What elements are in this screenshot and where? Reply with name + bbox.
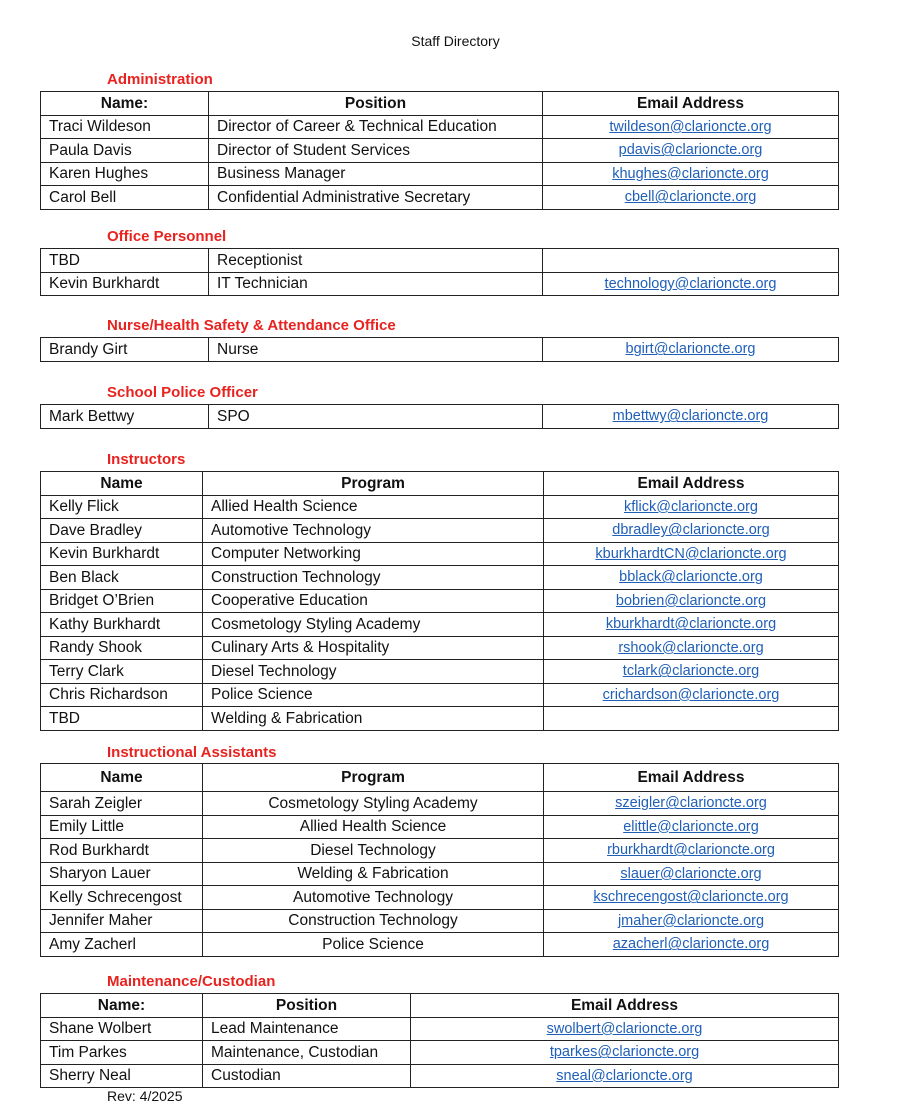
email-cell	[544, 613, 839, 637]
position-cell: Nurse	[209, 338, 543, 362]
position-cell: Allied Health Science	[203, 495, 544, 519]
table-row	[41, 683, 839, 707]
position-cell: Diesel Technology	[203, 660, 544, 684]
revision-date: Rev: 4/2025	[107, 1088, 183, 1104]
email-cell	[544, 636, 839, 660]
email-cell	[544, 839, 839, 863]
email-cell	[544, 660, 839, 684]
position-cell: Police Science	[203, 933, 544, 957]
email-cell	[543, 405, 839, 429]
email-cell	[544, 495, 839, 519]
name-cell: Chris Richardson	[41, 683, 203, 707]
table-row	[41, 636, 839, 660]
email-cell	[411, 1017, 839, 1041]
position-cell: Director of Student Services	[209, 139, 543, 163]
column-header: Position	[209, 92, 543, 116]
email-cell	[544, 886, 839, 910]
position-cell: Confidential Administrative Secretary	[209, 186, 543, 210]
table-row	[41, 249, 839, 273]
email-link[interactable]: elittle@clarioncte.org	[623, 818, 759, 835]
email-link[interactable]: twildeson@clarioncte.org	[609, 118, 772, 135]
section-heading-maintenance: Maintenance/Custodian	[107, 973, 276, 990]
email-link[interactable]: bgirt@clarioncte.org	[625, 341, 756, 358]
email-cell	[544, 683, 839, 707]
table-row	[41, 909, 839, 933]
table-row	[41, 162, 839, 186]
email-link[interactable]: cbell@clarioncte.org	[624, 189, 757, 206]
email-link[interactable]: szeigler@clarioncte.org	[615, 795, 767, 812]
position-cell: Custodian	[203, 1064, 411, 1088]
name-cell: Kelly Flick	[41, 495, 203, 519]
name-cell: Karen Hughes	[41, 162, 209, 186]
email-cell	[544, 909, 839, 933]
table-row	[41, 707, 839, 731]
email-cell	[544, 542, 839, 566]
email-link[interactable]: tclark@clarioncte.org	[622, 663, 760, 680]
email-link[interactable]: bblack@clarioncte.org	[619, 569, 763, 586]
table-row	[41, 815, 839, 839]
office-table	[40, 248, 839, 296]
position-cell: Receptionist	[209, 249, 543, 273]
email-cell	[411, 1064, 839, 1088]
table-header-row	[41, 472, 839, 496]
column-header: Program	[203, 472, 544, 496]
email-link[interactable]: kschrecengost@clarioncte.org	[593, 889, 789, 906]
table-row	[41, 839, 839, 863]
section-heading-administration: Administration	[107, 71, 213, 88]
column-header: Email Address	[544, 764, 839, 792]
instructors-table	[40, 471, 839, 731]
email-cell	[543, 115, 839, 139]
position-cell: Police Science	[203, 683, 544, 707]
position-cell: Lead Maintenance	[203, 1017, 411, 1041]
name-cell: Rod Burkhardt	[41, 839, 203, 863]
column-header: Name	[41, 472, 203, 496]
section-heading-assistants: Instructional Assistants	[107, 744, 277, 761]
name-cell: Traci Wildeson	[41, 115, 209, 139]
position-cell: Automotive Technology	[203, 886, 544, 910]
email-cell	[543, 249, 839, 273]
column-header: Name:	[41, 994, 203, 1018]
name-cell: Kevin Burkhardt	[41, 542, 203, 566]
email-link[interactable]: pdavis@clarioncte.org	[618, 142, 763, 159]
maintenance-table	[40, 993, 839, 1088]
email-link[interactable]: mbettwy@clarioncte.org	[612, 408, 769, 425]
table-row	[41, 338, 839, 362]
position-cell: IT Technician	[209, 272, 543, 296]
position-cell: Welding & Fabrication	[203, 862, 544, 886]
email-link[interactable]: rshook@clarioncte.org	[618, 639, 764, 656]
name-cell: Mark Bettwy	[41, 405, 209, 429]
name-cell: Brandy Girt	[41, 338, 209, 362]
column-header: Email Address	[544, 472, 839, 496]
table-row	[41, 1017, 839, 1041]
email-link[interactable]: kburkhardt@clarioncte.org	[605, 616, 777, 633]
email-cell	[544, 862, 839, 886]
table-row	[41, 1064, 839, 1088]
email-cell	[544, 589, 839, 613]
name-cell: Randy Shook	[41, 636, 203, 660]
position-cell: Cooperative Education	[203, 589, 544, 613]
name-cell: Tim Parkes	[41, 1041, 203, 1065]
table-header-row	[41, 92, 839, 116]
email-cell	[543, 186, 839, 210]
table-row	[41, 115, 839, 139]
name-cell: TBD	[41, 707, 203, 731]
table-header-row	[41, 994, 839, 1018]
column-header: Name	[41, 764, 203, 792]
position-cell: Culinary Arts & Hospitality	[203, 636, 544, 660]
table-row	[41, 495, 839, 519]
email-link[interactable]: rburkhardt@clarioncte.org	[607, 842, 775, 859]
column-header: Email Address	[411, 994, 839, 1018]
table-row	[41, 862, 839, 886]
email-cell	[544, 815, 839, 839]
email-cell	[544, 792, 839, 816]
assistants-table	[40, 763, 839, 957]
table-row	[41, 405, 839, 429]
table-row	[41, 542, 839, 566]
name-cell: Kathy Burkhardt	[41, 613, 203, 637]
table-row	[41, 933, 839, 957]
email-link[interactable]: kflick@clarioncte.org	[624, 498, 758, 515]
position-cell: Business Manager	[209, 162, 543, 186]
email-link[interactable]: sneal@clarioncte.org	[556, 1067, 693, 1084]
column-header: Position	[203, 994, 411, 1018]
name-cell: Sharyon Lauer	[41, 862, 203, 886]
position-cell: Maintenance, Custodian	[203, 1041, 411, 1065]
name-cell: Kevin Burkhardt	[41, 272, 209, 296]
name-cell: Ben Black	[41, 566, 203, 590]
column-header: Name:	[41, 92, 209, 116]
table-row	[41, 186, 839, 210]
name-cell: Emily Little	[41, 815, 203, 839]
table-row	[41, 660, 839, 684]
name-cell: Kelly Schrecengost	[41, 886, 203, 910]
section-heading-police: School Police Officer	[107, 384, 258, 401]
name-cell: Shane Wolbert	[41, 1017, 203, 1041]
email-cell	[543, 338, 839, 362]
email-cell	[543, 272, 839, 296]
position-cell: Automotive Technology	[203, 519, 544, 543]
table-row	[41, 566, 839, 590]
email-link[interactable]: khughes@clarioncte.org	[612, 165, 769, 182]
table-row	[41, 272, 839, 296]
email-link[interactable]: kburkhardtCN@clarioncte.org	[595, 545, 787, 562]
name-cell: Amy Zacherl	[41, 933, 203, 957]
police-table	[40, 404, 839, 429]
name-cell: Sherry Neal	[41, 1064, 203, 1088]
name-cell: Carol Bell	[41, 186, 209, 210]
name-cell: Paula Davis	[41, 139, 209, 163]
position-cell: Director of Career & Technical Education	[209, 115, 543, 139]
name-cell: TBD	[41, 249, 209, 273]
table-row	[41, 613, 839, 637]
nurse-table	[40, 337, 839, 362]
email-link[interactable]: technology@clarioncte.org	[604, 275, 777, 292]
position-cell: Allied Health Science	[203, 815, 544, 839]
name-cell: Sarah Zeigler	[41, 792, 203, 816]
email-cell	[544, 707, 839, 731]
email-link[interactable]: swolbert@clarioncte.org	[546, 1020, 703, 1037]
position-cell: Construction Technology	[203, 909, 544, 933]
email-cell	[543, 139, 839, 163]
name-cell: Terry Clark	[41, 660, 203, 684]
section-heading-instructors: Instructors	[107, 451, 186, 468]
column-header: Email Address	[543, 92, 839, 116]
position-cell: Cosmetology Styling Academy	[203, 613, 544, 637]
table-row	[41, 589, 839, 613]
document-title: Staff Directory	[411, 33, 500, 49]
name-cell: Jennifer Maher	[41, 909, 203, 933]
column-header: Program	[203, 764, 544, 792]
administration-table	[40, 91, 839, 210]
email-cell	[544, 566, 839, 590]
table-header-row	[41, 764, 839, 792]
email-cell	[544, 933, 839, 957]
email-link[interactable]: crichardson@clarioncte.org	[602, 686, 780, 703]
position-cell: SPO	[209, 405, 543, 429]
table-row	[41, 792, 839, 816]
email-cell	[543, 162, 839, 186]
email-link[interactable]: bobrien@clarioncte.org	[615, 592, 767, 609]
name-cell: Bridget O’Brien	[41, 589, 203, 613]
position-cell: Welding & Fabrication	[203, 707, 544, 731]
email-link[interactable]: azacherl@clarioncte.org	[612, 936, 770, 953]
position-cell: Cosmetology Styling Academy	[203, 792, 544, 816]
position-cell: Computer Networking	[203, 542, 544, 566]
email-link[interactable]: jmaher@clarioncte.org	[617, 912, 765, 929]
table-row	[41, 1041, 839, 1065]
section-heading-nurse: Nurse/Health Safety & Attendance Office	[107, 317, 396, 334]
position-cell: Construction Technology	[203, 566, 544, 590]
email-link[interactable]: slauer@clarioncte.org	[620, 865, 762, 882]
position-cell: Diesel Technology	[203, 839, 544, 863]
email-link[interactable]: tparkes@clarioncte.org	[549, 1044, 700, 1061]
table-row	[41, 519, 839, 543]
email-link[interactable]: dbradley@clarioncte.org	[612, 522, 770, 539]
email-cell	[544, 519, 839, 543]
table-row	[41, 886, 839, 910]
table-row	[41, 139, 839, 163]
email-cell	[411, 1041, 839, 1065]
section-heading-office: Office Personnel	[107, 228, 227, 245]
name-cell: Dave Bradley	[41, 519, 203, 543]
